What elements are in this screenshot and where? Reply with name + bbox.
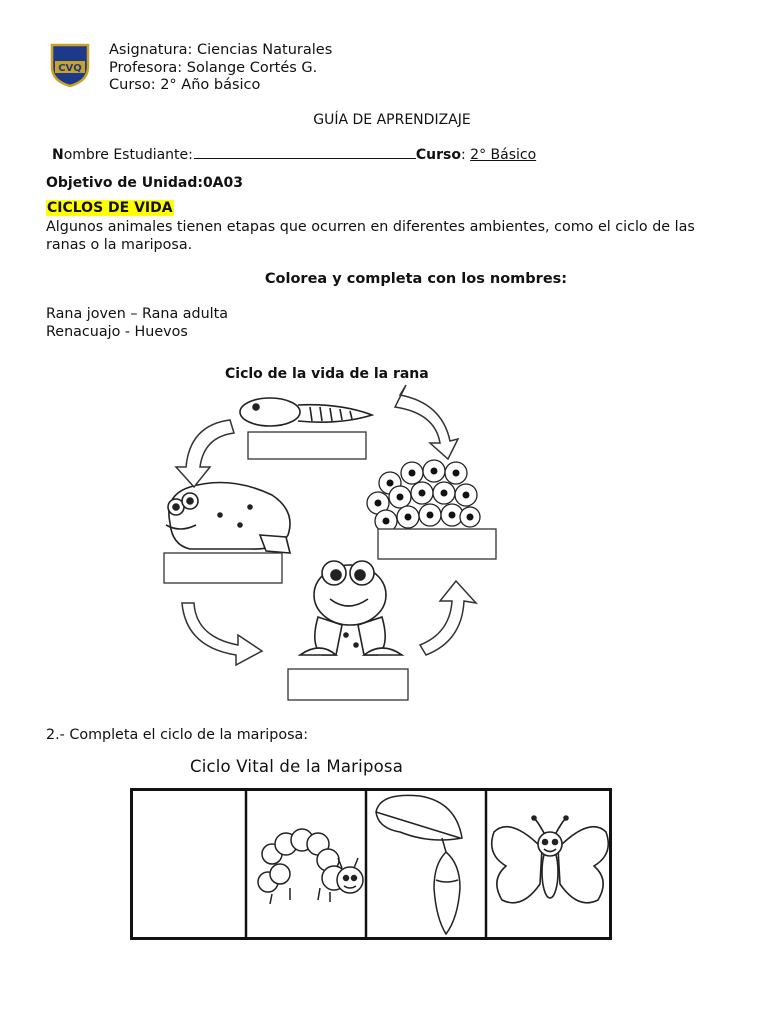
logo-text: CVQ xyxy=(58,63,82,74)
word-bank xyxy=(46,306,228,341)
question-2: 2.- Completa el ciclo de la mariposa: xyxy=(46,727,309,743)
butterfly-diagram-title: Ciclo Vital de la Mariposa xyxy=(190,757,404,776)
student-name-field[interactable] xyxy=(194,146,416,159)
word-bank-line-2: Renacuajo - Huevos xyxy=(46,323,188,340)
student-name-line xyxy=(52,146,536,163)
tadpole-label-box[interactable] xyxy=(248,432,366,459)
word-bank-line-1: Rana joven – Rana adulta xyxy=(46,306,229,322)
frog-diagram-title: Ciclo de la vida de la rana xyxy=(225,366,429,382)
course-label: Curso xyxy=(415,147,461,163)
name-initial: N xyxy=(52,147,64,163)
course-value: 2° Básico xyxy=(470,147,537,163)
adult-frog-icon xyxy=(166,483,290,554)
tadpole-icon xyxy=(240,398,372,426)
butterfly-cycle-table xyxy=(130,788,612,940)
school-logo xyxy=(48,41,92,87)
young-frog-icon xyxy=(300,561,402,655)
frog-life-cycle-diagram xyxy=(150,355,520,715)
course-line: Curso: 2° Año básico xyxy=(109,77,261,93)
adult-frog-label-box[interactable] xyxy=(164,553,282,583)
section-title: CICLOS DE VIDA xyxy=(47,200,173,216)
empty-stage-cell[interactable] xyxy=(134,792,244,936)
unit-objective: Objetivo de Unidad:0A03 xyxy=(46,175,243,191)
eggs-icon xyxy=(367,460,480,532)
young-frog-label-box[interactable] xyxy=(288,669,408,700)
eggs-label-box[interactable] xyxy=(378,529,496,559)
name-label: ombre Estudiante: xyxy=(63,147,193,163)
guide-title: GUÍA DE APRENDIZAJE xyxy=(313,112,471,128)
subject-line: Asignatura: Ciencias Naturales xyxy=(109,42,333,58)
header-info xyxy=(109,42,332,95)
intro-paragraph: Algunos animales tienen etapas que ocurren en diferentes ambientes, como el ciclo de las ranas o la mariposa. xyxy=(46,219,695,253)
teacher-line: Profesora: Solange Cortés G. xyxy=(109,59,318,76)
course-colon: : xyxy=(460,147,466,163)
instruction: Colorea y completa con los nombres: xyxy=(264,271,568,287)
